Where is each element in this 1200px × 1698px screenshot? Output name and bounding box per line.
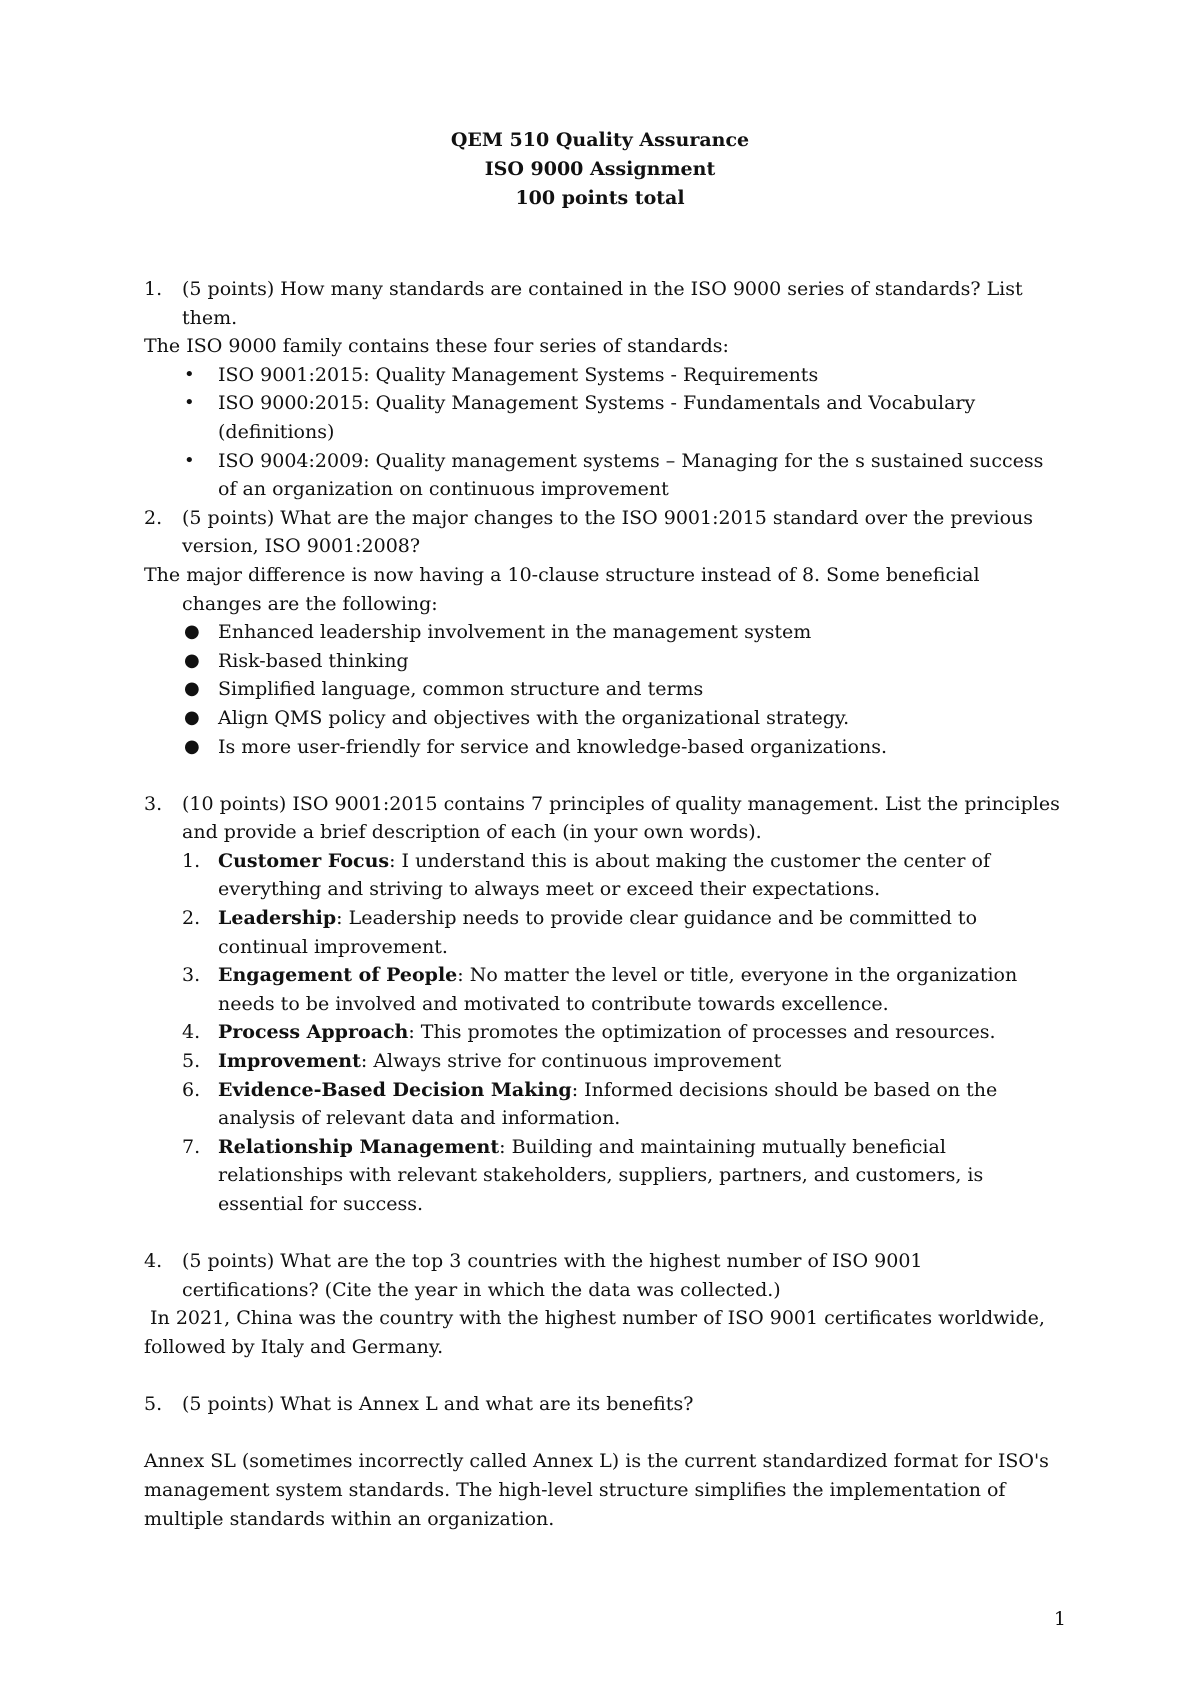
list-item: ● Risk-based thinking xyxy=(144,647,1064,676)
list-item: • ISO 9001:2015: Quality Management Systems - Requirements xyxy=(144,361,1064,390)
bullet-icon: • xyxy=(184,392,195,414)
principle-desc: : No matter the level or title, everyone in the organization needs to be involved and motivated to contribute towards excellence. xyxy=(218,964,1018,1015)
question-1 xyxy=(144,275,1064,332)
question-number: 1. xyxy=(144,278,163,300)
principle-desc: : Informed decisions should be based on the analysis of relevant data and information. xyxy=(218,1078,998,1130)
list-item: ● Align QMS policy and objectives with the organizational strategy. xyxy=(144,704,1064,733)
spacer xyxy=(144,1362,1064,1391)
principle-term: Customer Focus xyxy=(218,849,390,872)
bullet-icon: ● xyxy=(184,735,200,757)
question-number: 3. xyxy=(144,792,163,815)
course-title: QEM 510 Quality Assurance xyxy=(450,129,750,151)
question-text: (5 points) What are the top 3 countries with the highest number of ISO 9001 certifications? (Cite the year in which the data was collected.) xyxy=(182,1250,923,1301)
principle-term: Improvement xyxy=(218,1050,361,1073)
principle-term: Engagement of People xyxy=(218,964,458,987)
document-body xyxy=(144,275,1064,1533)
principle-desc: : This promotes the optimization of processes and resources. xyxy=(408,1021,996,1044)
assignment-title: ISO 9000 Assignment xyxy=(484,158,716,180)
list-item: ● Simplified language, common structure and terms xyxy=(144,675,1064,704)
question-number: 4. xyxy=(144,1250,163,1273)
bullet-icon: ● xyxy=(184,706,200,728)
list-item: ● Enhanced leadership involvement in the management system xyxy=(144,618,1064,647)
answer-1: The ISO 9000 family contains these four series of standards: xyxy=(144,335,729,358)
bullet-icon: ● xyxy=(184,678,200,700)
principle-term: Evidence-Based Decision Making xyxy=(218,1078,572,1101)
list-item: ● Is more user-friendly for service and knowledge-based organizations. xyxy=(144,733,1064,762)
question-2 xyxy=(144,504,1064,561)
answer-4: In 2021, China was the country with the highest number of ISO 9001 certificates worldwide, followed by Italy and Germany. xyxy=(144,1307,1051,1358)
title-block xyxy=(0,126,1200,213)
question-text: (5 points) What is Annex L and what are its benefits? xyxy=(182,1393,694,1416)
question-number: 2. xyxy=(144,506,163,529)
principle-item: 3. Engagement of People: No matter the level or title, everyone in the organization needs to be involved and motivated to contribute towards excellence. xyxy=(182,964,1018,1015)
question-text: (5 points) What are the major changes to the ISO 9001:2015 standard over the previous version, ISO 9001:2008? xyxy=(182,506,1034,558)
bullet-icon: ● xyxy=(184,621,200,643)
spacer xyxy=(144,1419,1064,1448)
principle-item: 4. Process Approach: This promotes the optimization of processes and resources. xyxy=(182,1021,996,1044)
question-text: (10 points) ISO 9001:2015 contains 7 principles of quality management. List the principles and provide a brief description of each (in your own words). xyxy=(182,792,1060,844)
principle-item: 6. Evidence-Based Decision Making: Informed decisions should be based on the analysis of relevant data and information. xyxy=(182,1078,998,1130)
question-3 xyxy=(144,790,1064,847)
list-item: • ISO 9004:2009: Quality management systems – Managing for the s sustained success of an organization on continuous improvement xyxy=(144,447,1064,504)
principle-desc: : Always strive for continuous improvement xyxy=(360,1050,782,1073)
spacer xyxy=(144,761,1064,790)
question-4 xyxy=(144,1247,1064,1304)
principle-item: 1. Customer Focus: I understand this is about making the customer the center of everything and striving to always meet or exceed their expectations. xyxy=(182,849,991,901)
principle-item: 2. Leadership: Leadership needs to provide clear guidance and be committed to continual improvement. xyxy=(182,907,978,958)
principle-desc: : I understand this is about making the customer the center of everything and striving to always meet or exceed their expectations. xyxy=(218,849,991,901)
principle-desc: : Leadership needs to provide clear guidance and be committed to continual improvement. xyxy=(218,907,978,958)
principle-term: Process Approach xyxy=(218,1021,409,1044)
question-number: 5. xyxy=(144,1393,163,1416)
principle-item: 5. Improvement: Always strive for continuous improvement xyxy=(182,1050,782,1073)
page-number: 1 xyxy=(1053,1608,1066,1630)
principle-desc: : Building and maintaining mutually beneficial relationships with relevant stakeholders, suppliers, partners, and customers, is essential for success. xyxy=(218,1135,984,1215)
points-total: 100 points total xyxy=(515,187,685,209)
principle-term: Leadership xyxy=(218,907,337,930)
bullet-icon: • xyxy=(184,449,195,471)
list-item: • ISO 9000:2015: Quality Management Systems - Fundamentals and Vocabulary (definitions) xyxy=(144,389,1064,446)
spacer xyxy=(144,1219,1064,1248)
question-5 xyxy=(144,1390,1064,1419)
bullet-icon: • xyxy=(184,363,195,385)
principle-item: 7. Relationship Management: Building and maintaining mutually beneficial relationships with relevant stakeholders, suppliers, partners, and customers, is essential for success. xyxy=(182,1135,984,1215)
answer-2: The major difference is now having a 10-clause structure instead of 8. Some beneficial changes are the following: xyxy=(144,563,980,615)
bullet-icon: ● xyxy=(184,649,200,671)
question-text: (5 points) How many standards are contained in the ISO 9000 series of standards? List them. xyxy=(182,278,1023,329)
answer-5: Annex SL (sometimes incorrectly called Annex L) is the current standardized format for ISO's management system standards. The high-level structure simplifies the implementation of multiple standards within an organization. xyxy=(144,1450,1049,1530)
principle-term: Relationship Management xyxy=(218,1135,500,1158)
